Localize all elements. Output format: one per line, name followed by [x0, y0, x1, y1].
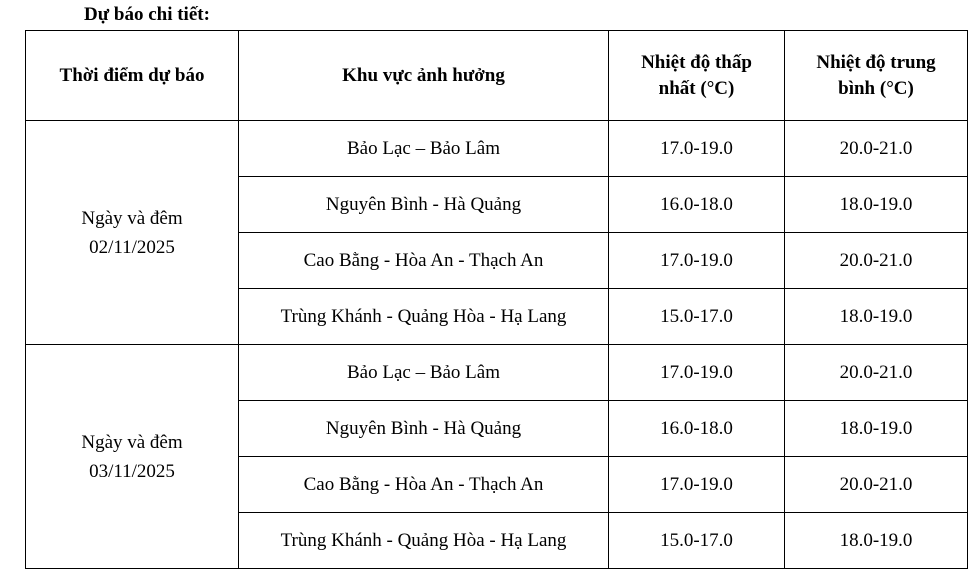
header-area: [239, 31, 609, 121]
area-cell: Trùng Khánh - Quảng Hòa - Hạ Lang: [239, 289, 609, 345]
min-temp-cell: 16.0-18.0: [609, 401, 785, 457]
header-area-label: Khu vực ảnh hưởng: [342, 64, 505, 86]
min-temp-cell: 15.0-17.0: [609, 513, 785, 569]
date-cell: [26, 121, 239, 345]
area-cell: Bảo Lạc – Bảo Lâm: [239, 345, 609, 401]
area-cell: Trùng Khánh - Quảng Hòa - Hạ Lang: [239, 513, 609, 569]
date-label: Ngày và đêm: [81, 431, 183, 453]
min-temp-cell: 16.0-18.0: [609, 177, 785, 233]
avg-temp-cell: 18.0-19.0: [785, 177, 968, 233]
area-cell: Bảo Lạc – Bảo Lâm: [239, 121, 609, 177]
area-cell: Cao Bằng - Hòa An - Thạch An: [239, 457, 609, 513]
avg-temp-cell: 18.0-19.0: [785, 289, 968, 345]
table-row: [26, 345, 968, 401]
avg-temp-cell: 20.0-21.0: [785, 345, 968, 401]
header-avg-temp-line-1: Nhiệt độ trung: [816, 51, 936, 73]
date-label: Ngày và đêm: [81, 207, 183, 229]
min-temp-cell: 17.0-19.0: [609, 233, 785, 289]
forecast-table: [25, 30, 968, 569]
header-min-temp-line-1: Nhiệt độ thấp: [641, 51, 752, 73]
avg-temp-cell: 20.0-21.0: [785, 121, 968, 177]
area-cell: Cao Bằng - Hòa An - Thạch An: [239, 233, 609, 289]
header-min-temp: [609, 31, 785, 121]
date-cell: [26, 345, 239, 569]
header-avg-temp: [785, 31, 968, 121]
avg-temp-cell: 18.0-19.0: [785, 401, 968, 457]
area-cell: Nguyên Bình - Hà Quảng: [239, 177, 609, 233]
min-temp-cell: 17.0-19.0: [609, 121, 785, 177]
header-time-label: Thời điểm dự báo: [59, 64, 205, 86]
avg-temp-cell: 20.0-21.0: [785, 233, 968, 289]
min-temp-cell: 15.0-17.0: [609, 289, 785, 345]
avg-temp-cell: 20.0-21.0: [785, 457, 968, 513]
date-value: 02/11/2025: [89, 236, 175, 258]
avg-temp-cell: 18.0-19.0: [785, 513, 968, 569]
header-time: [26, 31, 239, 121]
table-row: [26, 121, 968, 177]
min-temp-cell: 17.0-19.0: [609, 345, 785, 401]
header-row: [26, 31, 968, 121]
header-min-temp-line-2: nhất (°C): [658, 77, 735, 99]
date-value: 03/11/2025: [89, 460, 175, 482]
header-avg-temp-line-2: bình (°C): [838, 77, 914, 99]
min-temp-cell: 17.0-19.0: [609, 457, 785, 513]
page-heading: Dự báo chi tiết:: [84, 4, 210, 25]
area-cell: Nguyên Bình - Hà Quảng: [239, 401, 609, 457]
